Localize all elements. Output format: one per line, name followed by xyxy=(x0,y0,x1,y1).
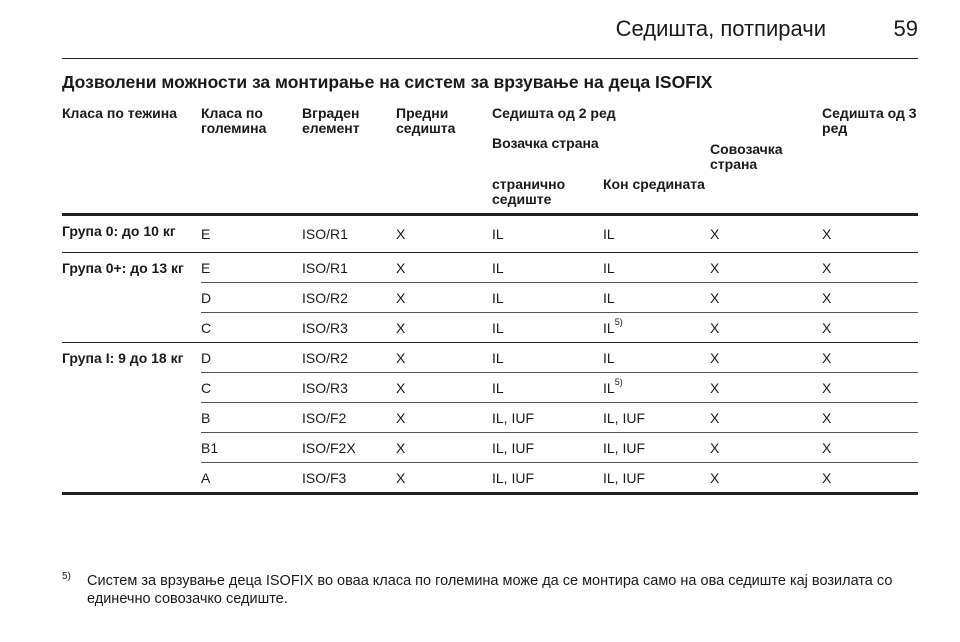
cell-middle-value: IL xyxy=(603,259,615,276)
cell-row3: X xyxy=(822,373,918,403)
group-label: Група I: 9 до 18 кг xyxy=(62,343,201,494)
cell-middle xyxy=(603,313,710,343)
cell-outer: IL, IUF xyxy=(492,463,603,494)
cell-size: C xyxy=(201,313,302,343)
cell-size: D xyxy=(201,343,302,373)
cell-size: B1 xyxy=(201,433,302,463)
table-row xyxy=(62,253,918,283)
cell-middle-value: IL, IUF xyxy=(603,439,646,456)
header-row3: Седишта од 3 ред xyxy=(822,104,918,215)
header-middle: Кон средината xyxy=(603,171,710,215)
cell-front: X xyxy=(396,463,492,494)
cell-fixture: ISO/F2 xyxy=(302,403,396,433)
cell-middle-value: IL xyxy=(603,289,615,306)
group-label: Група 0+: до 13 кг xyxy=(62,253,201,343)
group-label: Група 0: до 10 кг xyxy=(62,215,201,253)
header-built-in: Вграден елемент xyxy=(302,104,396,215)
table-row xyxy=(62,215,918,253)
cell-fixture: ISO/R1 xyxy=(302,215,396,253)
cell-middle xyxy=(603,283,710,313)
cell-fixture: ISO/R1 xyxy=(302,253,396,283)
cell-outer: IL, IUF xyxy=(492,403,603,433)
header-front-seats: Предни седишта xyxy=(396,104,492,215)
table-header xyxy=(62,104,918,215)
cell-row3: X xyxy=(822,343,918,373)
cell-fixture: ISO/R3 xyxy=(302,373,396,403)
header-title: Седишта, потпирачи xyxy=(615,16,826,41)
cell-outer: IL xyxy=(492,283,603,313)
cell-outer: IL xyxy=(492,253,603,283)
header-weight-class: Класа по тежина xyxy=(62,104,201,215)
cell-front: X xyxy=(396,373,492,403)
header-rule xyxy=(62,58,918,59)
page-header xyxy=(62,0,918,60)
cell-outer: IL xyxy=(492,215,603,253)
cell-row3: X xyxy=(822,433,918,463)
cell-middle-value: IL, IUF xyxy=(603,409,646,426)
cell-passenger: X xyxy=(710,463,822,494)
isofix-table xyxy=(62,104,918,495)
footnote-ref: 5) xyxy=(614,316,623,327)
cell-row3: X xyxy=(822,215,918,253)
table-row xyxy=(62,343,918,373)
header-passenger-side: Совозачка страна xyxy=(710,136,822,215)
cell-fixture: ISO/R3 xyxy=(302,313,396,343)
cell-middle xyxy=(603,215,710,253)
cell-middle xyxy=(603,253,710,283)
cell-middle-value: IL xyxy=(603,349,615,366)
page-number: 59 xyxy=(893,16,918,41)
cell-row3: X xyxy=(822,463,918,494)
section-title: Дозволени можности за монтирање на систем за врзување на деца ISOFIX xyxy=(62,72,713,92)
cell-fixture: ISO/F3 xyxy=(302,463,396,494)
cell-size: E xyxy=(201,215,302,253)
cell-size: D xyxy=(201,283,302,313)
cell-passenger: X xyxy=(710,283,822,313)
cell-outer: IL xyxy=(492,343,603,373)
footnote xyxy=(62,572,922,608)
cell-middle xyxy=(603,403,710,433)
cell-row3: X xyxy=(822,253,918,283)
header-size-class: Класа по големина xyxy=(201,104,302,215)
cell-middle-value: IL xyxy=(603,319,615,336)
cell-front: X xyxy=(396,313,492,343)
cell-row3: X xyxy=(822,403,918,433)
footnote-mark: 5) xyxy=(62,571,71,582)
cell-middle xyxy=(603,343,710,373)
cell-size: A xyxy=(201,463,302,494)
header-outer-seat: странично седиште xyxy=(492,171,603,215)
cell-size: E xyxy=(201,253,302,283)
cell-passenger: X xyxy=(710,343,822,373)
header-driver-side: Возачка страна xyxy=(492,135,599,151)
cell-passenger: X xyxy=(710,215,822,253)
cell-middle-value: IL, IUF xyxy=(603,469,646,486)
cell-outer: IL xyxy=(492,313,603,343)
cell-passenger: X xyxy=(710,433,822,463)
cell-fixture: ISO/F2X xyxy=(302,433,396,463)
cell-passenger: X xyxy=(710,313,822,343)
cell-size: C xyxy=(201,373,302,403)
cell-front: X xyxy=(396,403,492,433)
cell-outer: IL, IUF xyxy=(492,433,603,463)
cell-middle xyxy=(603,373,710,403)
footnote-text: Систем за врзување деца ISOFIX во оваа класа по големина може да се монтира само на ова седиште кај возилата со единечно совозачко седиште. xyxy=(87,573,893,607)
cell-front: X xyxy=(396,253,492,283)
cell-front: X xyxy=(396,215,492,253)
cell-front: X xyxy=(396,283,492,313)
cell-fixture: ISO/R2 xyxy=(302,343,396,373)
isofix-table-wrap xyxy=(62,104,918,495)
cell-front: X xyxy=(396,433,492,463)
cell-row3: X xyxy=(822,283,918,313)
cell-passenger: X xyxy=(710,253,822,283)
footnote-ref: 5) xyxy=(614,376,623,387)
cell-passenger: X xyxy=(710,403,822,433)
cell-outer: IL xyxy=(492,373,603,403)
cell-size: B xyxy=(201,403,302,433)
header-row2: Седишта од 2 ред xyxy=(492,105,616,121)
cell-fixture: ISO/R2 xyxy=(302,283,396,313)
cell-middle xyxy=(603,463,710,494)
table-body xyxy=(62,215,918,494)
cell-front: X xyxy=(396,343,492,373)
cell-middle-value: IL xyxy=(603,379,615,396)
cell-row3: X xyxy=(822,313,918,343)
cell-middle xyxy=(603,433,710,463)
cell-passenger: X xyxy=(710,373,822,403)
cell-middle-value: IL xyxy=(603,226,615,242)
